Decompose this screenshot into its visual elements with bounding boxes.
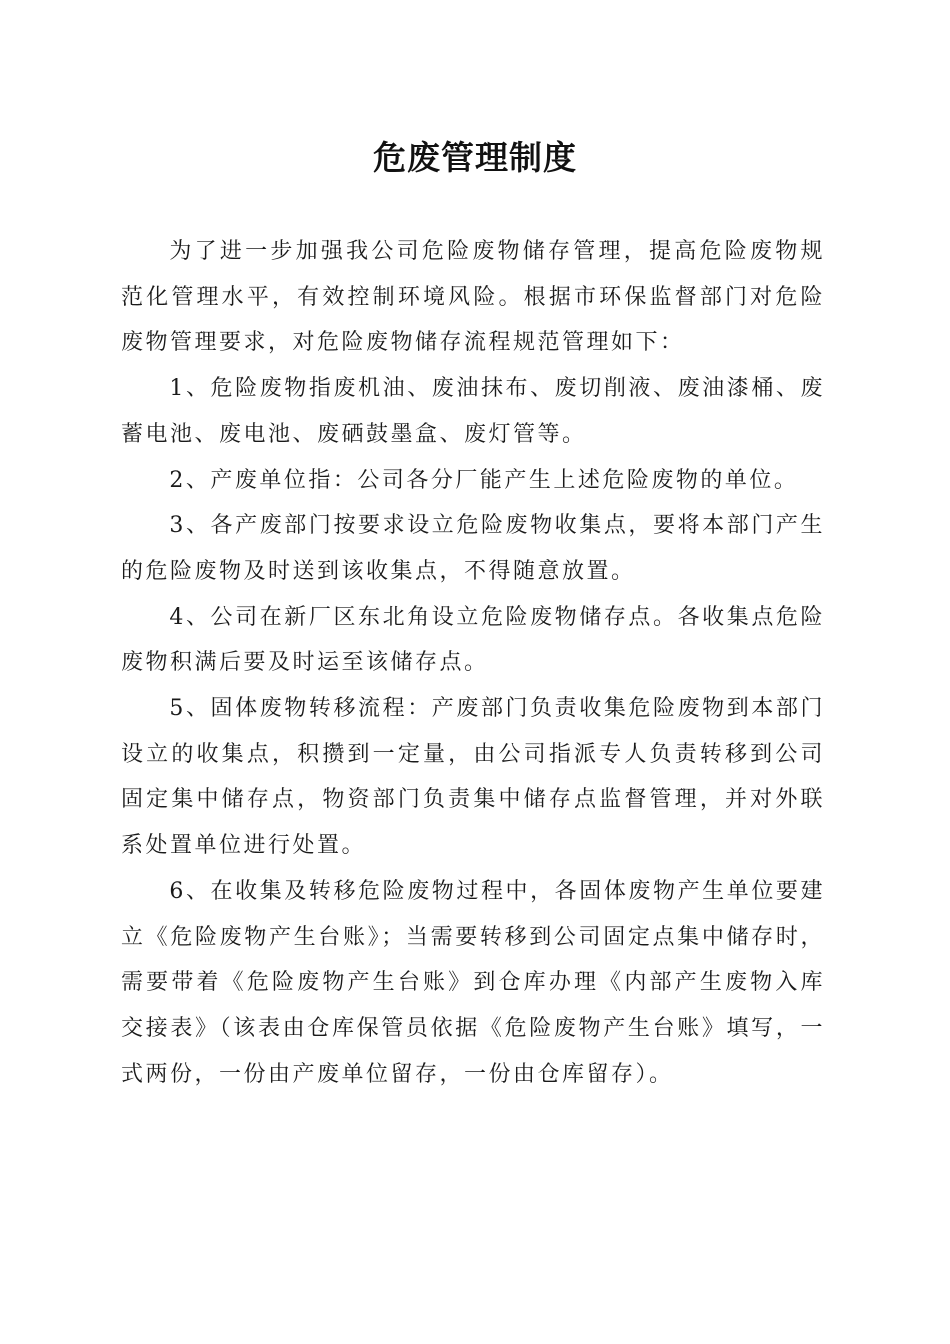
paragraph-item-6: 6、在收集及转移危险废物过程中，各固体废物产生单位要建立《危险废物产生台账》；当需要转移到公司固定点集中储存时，需要带着《危险废物产生台账》到仓库办理《内部产生废物入库交接表》（该表由仓库保管员依据《危险废物产生台账》填写，一式两份，一份由产废单位留存，一份由仓库留存）。 [121, 878, 825, 1087]
document-body [121, 229, 825, 1097]
paragraph-item-4: 4、公司在新厂区东北角设立危险废物储存点。各收集点危险废物积满后要及时运至该储存点。 [121, 604, 825, 676]
page-title: 危废管理制度 [373, 138, 577, 177]
paragraph-item-3: 3、各产废部门按要求设立危险废物收集点，要将本部门产生的危险废物及时送到该收集点，不得随意放置。 [121, 513, 825, 584]
paragraph-item-2: 2、产废单位指：公司各分厂能产生上述危险废物的单位。 [169, 467, 799, 493]
paragraph-item-5: 5、固体废物转移流程：产废部门负责收集危险废物到本部门设立的收集点，积攒到一定量，由公司指派专人负责转移到公司固定集中储存点，物资部门负责集中储存点监督管理，并对外联系处置单位进行处置。 [121, 696, 825, 859]
paragraph-item-1: 1、危险废物指废机油、废油抹布、废切削液、废油漆桶、废蓄电池、废电池、废硒鼓墨盒、废灯管等。 [121, 376, 825, 447]
paragraph-intro: 为了进一步加强我公司危险废物储存管理，提高危险废物规范化管理水平，有效控制环境风险。根据市环保监督部门对危险废物管理要求，对危险废物储存流程规范管理如下： [121, 239, 825, 356]
